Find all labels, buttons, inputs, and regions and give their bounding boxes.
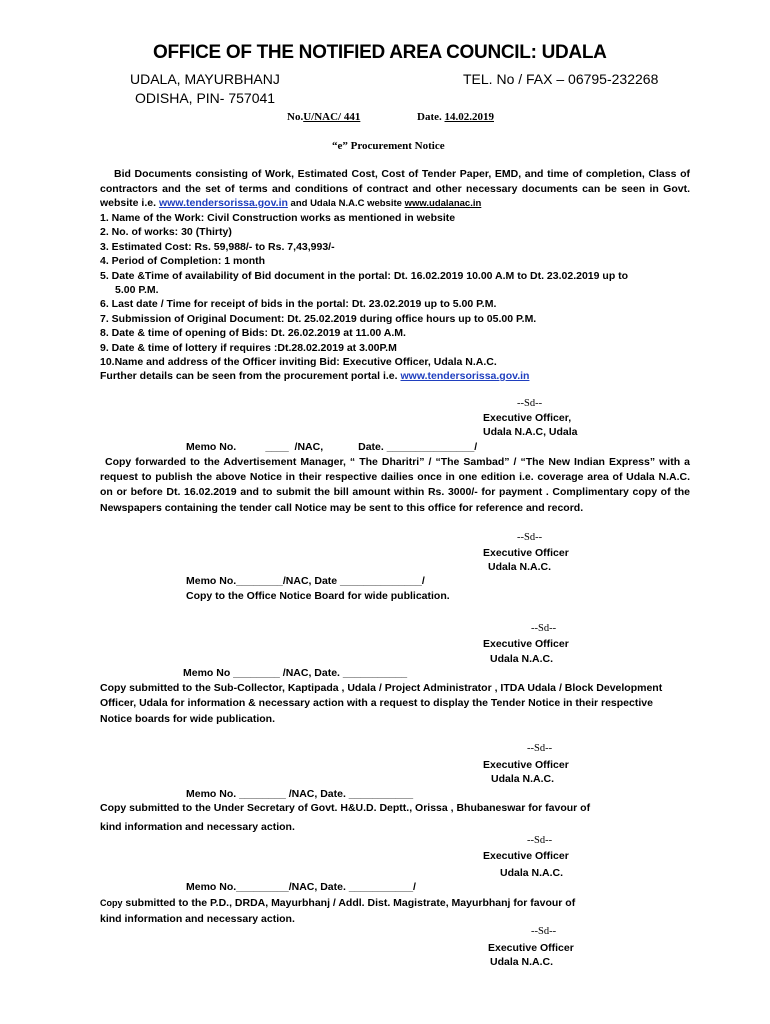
list-item: 5.00 P.M.: [115, 284, 159, 297]
copy-under-secretary-cont: kind information and necessary action.: [100, 821, 295, 833]
address-line-2: ODISHA, PIN- 757041: [135, 90, 276, 106]
udalanac-link[interactable]: www.udalanac.in: [404, 198, 482, 209]
list-item: 9. Date & time of lottery if requires :Dt.28.02.2019 at 3.00P.M: [100, 341, 397, 354]
signature-sd: --Sd--: [517, 532, 543, 543]
signature-sd: --Sd--: [531, 623, 557, 634]
memo-line: Memo No.________/NAC, Date ______________/: [186, 575, 425, 587]
list-item: 2. No. of works: 30 (Thirty): [100, 226, 232, 239]
copy-notice-board: Copy to the Office Notice Board for wide publication.: [186, 590, 450, 602]
copy-under-secretary: Copy submitted to the Under Secretary of Govt. H&U.D. Deptt., Orissa , Bhubaneswar for favour of: [100, 802, 591, 814]
memo-line: Memo No._________/NAC, Date. ___________/: [186, 881, 416, 893]
list-item: 8. Date & time of opening of Bids: Dt. 26.02.2019 at 11.00 A.M.: [100, 327, 406, 340]
tel-fax: TEL. No / FAX – 06795-232268: [463, 71, 659, 87]
list-item: 7. Submission of Original Document: Dt. 25.02.2019 during office hours up to 05.00 P.M.: [100, 312, 537, 325]
signature-office: Udala N.A.C, Udala: [483, 426, 578, 438]
signature-sd: --Sd--: [527, 835, 553, 846]
copy-pd-drda: Copy submitted to the P.D., DRDA, Mayurbhanj / Addl. Dist. Magistrate, Mayurbhanj for favour of: [100, 897, 576, 909]
signature-title: Executive Officer: [483, 759, 569, 771]
memo-line: Memo No. ________ /NAC, Date. ___________: [186, 788, 414, 800]
list-item: 6. Last date / Time for receipt of bids in the portal: Dt. 23.02.2019 up to 5.00 P.M.: [100, 298, 497, 311]
tendersorissa-link[interactable]: www.tendersorissa.gov.in: [158, 197, 288, 209]
list-item: 5. Date &Time of availability of Bid document in the portal: Dt. 16.02.2019 10.00 A.M to Dt. 23.02.2019 up to: [100, 269, 629, 282]
address-line-1: UDALA, MAYURBHANJ: [130, 71, 280, 87]
notice-title: “e” Procurement Notice: [332, 140, 445, 152]
signature-title: Executive Officer,: [483, 412, 572, 424]
signature-title: Executive Officer: [483, 547, 569, 559]
signature-office: Udala N.A.C.: [491, 773, 555, 785]
further-details: Further details can be seen from the procurement portal i.e. www.tendersorissa.gov.in: [100, 370, 530, 382]
signature-office: Udala N.A.C.: [500, 867, 564, 879]
list-item: 3. Estimated Cost: Rs. 59,988/- to Rs. 7,43,993/-: [100, 240, 335, 253]
intro-paragraph: Bid Documents consisting of Work, Estimated Cost, Cost of Tender Paper, EMD, and time of completion, Class of contractors and the set of terms and conditions of contract and other necessary documents can be seen in Govt. website i.e. www.tendersorissa.gov.in and Udala N.A.C website www.udalanac.in: [100, 168, 690, 209]
signature-title: Executive Officer: [483, 638, 569, 650]
portal-link[interactable]: www.tendersorissa.gov.in: [400, 370, 530, 382]
signature-title: Executive Officer: [488, 942, 574, 954]
memo-line: Memo No. ____ /NAC, Date. _______________/: [186, 441, 478, 453]
office-title: OFFICE OF THE NOTIFIED AREA COUNCIL: UDALA: [153, 42, 607, 63]
list-item: 10.Name and address of the Officer inviting Bid: Executive Officer, Udala N.A.C.: [100, 356, 497, 369]
copy-advertisement: Copy forwarded to the Advertisement Manager, “ The Dharitri” / “The Sambad” / “The New Indian Express” with a request to publish the above Notice in their respective dailies once in one edition i.e. coverage area of Udala N.A.C. on or before Dt. 16.02.2019 and to submit the bill amount within Rs. 3000/- for payment . Complimentary copy of the Newspapers containing the tender call Notice may be sent to this office for reference and record.: [100, 456, 690, 514]
signature-title: Executive Officer: [483, 850, 569, 862]
memo-line: Memo No ________ /NAC, Date. ___________: [183, 667, 408, 679]
signature-sd: --Sd--: [531, 926, 557, 937]
signature-office: Udala N.A.C.: [488, 561, 552, 573]
signature-sd: --Sd--: [527, 743, 553, 754]
signature-office: Udala N.A.C.: [490, 653, 554, 665]
signature-sd: --Sd--: [517, 398, 543, 409]
notice-items: [100, 211, 700, 369]
copy-sub-collector: Copy submitted to the Sub-Collector, Kaptipada , Udala / Project Administrator , ITDA Udala / Block Development Officer, Udala for information & necessary action with a request to display the Tender Notice in their respective Notice boards for wide publication.: [100, 682, 663, 725]
reference-number: No.U/NAC/ 441: [287, 111, 361, 123]
list-item: 1. Name of the Work: Civil Construction works as mentioned in website: [100, 212, 456, 224]
signature-office: Udala N.A.C.: [490, 956, 554, 968]
list-item: 4. Period of Completion: 1 month: [100, 255, 266, 268]
copy-pd-drda-cont: kind information and necessary action.: [100, 913, 295, 925]
reference-date: Date. 14.02.2019: [417, 111, 494, 123]
